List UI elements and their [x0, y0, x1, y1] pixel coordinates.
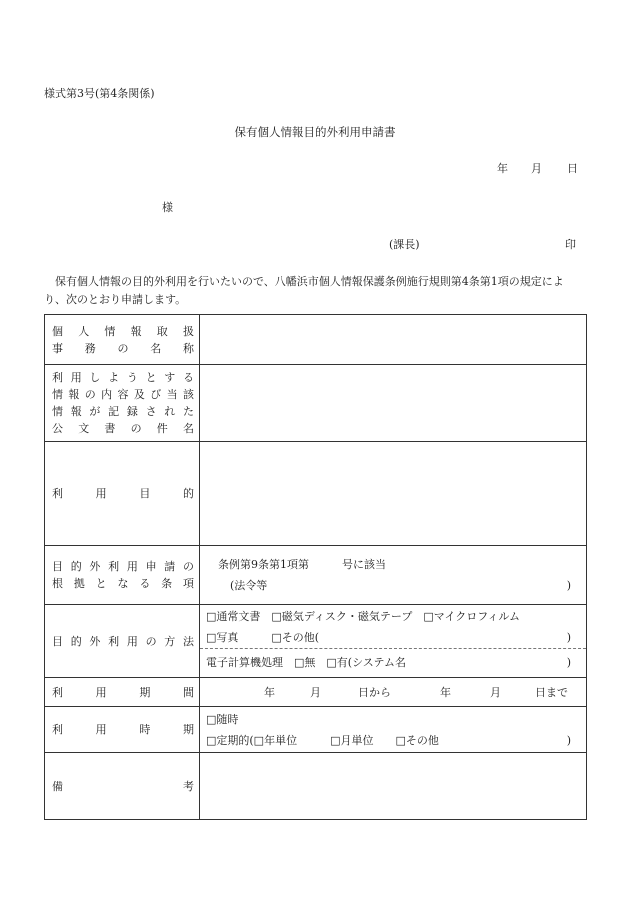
period-end-day: 日まで [535, 685, 568, 699]
ordinance-article-text: 条例第9条第1項第 号に該当 [218, 558, 386, 571]
information-field[interactable] [200, 365, 587, 442]
period-line [200, 682, 586, 703]
row-label-timing [45, 707, 200, 753]
section-chief-label: (課長) [389, 238, 420, 251]
remarks-char-2: 考 [183, 779, 194, 793]
row-label-purpose [45, 442, 200, 546]
table-row [45, 605, 587, 678]
period-start-month: 月 [310, 685, 321, 699]
label-line: 情報が記録された [52, 405, 194, 418]
addressee-suffix: 様 [162, 201, 173, 214]
purpose-field[interactable] [200, 442, 587, 546]
label-line: 根拠となる条項 [52, 577, 194, 590]
table-row [45, 546, 587, 605]
office-name-field[interactable] [200, 315, 587, 365]
row-label-legal-basis [45, 546, 200, 605]
timing-option-periodic[interactable] [200, 730, 586, 751]
period-end-year: 年 [440, 685, 451, 699]
close-paren: ) [566, 630, 571, 644]
remarks-field[interactable] [200, 753, 587, 820]
computer-processing-line[interactable] [200, 648, 586, 677]
law-line [200, 575, 586, 596]
close-paren: ) [566, 579, 571, 592]
row-label-office-name [45, 315, 200, 365]
period-end-month: 月 [490, 685, 501, 699]
row-label-method [45, 605, 200, 678]
timing-option-anytime[interactable]: □随時 [206, 712, 239, 726]
date-year-label: 年 [497, 162, 508, 175]
form-number: 様式第3号(第4条関係) [44, 87, 155, 100]
table-row [45, 365, 587, 442]
row-label-period [45, 678, 200, 707]
label-line: 個人情報取扱 [52, 324, 194, 338]
label-line: 利用しようとする [52, 371, 194, 384]
method-options-text: □写真 □その他( [206, 630, 320, 644]
date-day-label: 日 [567, 162, 578, 175]
label-line [52, 778, 194, 795]
label-line: 利用時期 [52, 723, 194, 736]
label-line: 目的外利用の方法 [52, 634, 194, 648]
timing-field [200, 707, 587, 753]
method-field [200, 605, 587, 678]
law-text: (法令等 [230, 579, 268, 592]
period-field[interactable] [200, 678, 587, 707]
remarks-char-1: 備 [52, 779, 63, 793]
intro-text: 保有個人情報の目的外利用を行いたいので、八幡浜市個人情報保護条例施行規則第4条第1項の規定により、次のとおり申請します。 [44, 275, 564, 306]
date-month-label: 月 [531, 162, 542, 175]
application-table [44, 314, 587, 820]
table-row [45, 707, 587, 753]
row-label-information [45, 365, 200, 442]
label-line: 利用目的 [52, 487, 194, 500]
method-options-line-2[interactable] [200, 627, 586, 648]
label-line: 情報の内容及び当該 [52, 388, 194, 401]
computer-processing-text: 電子計算機処理 □無 □有(システム名 [206, 655, 406, 669]
row-label-remarks [45, 753, 200, 820]
legal-basis-field[interactable] [200, 546, 587, 605]
close-paren: ) [566, 733, 571, 747]
label-line: 目的外利用申請の [52, 560, 194, 573]
table-row [45, 753, 587, 820]
label-line: 事務の名称 [52, 341, 194, 355]
table-row [45, 315, 587, 365]
timing-periodic-text: □定期的(□年単位 □月単位 □その他 [206, 733, 439, 747]
method-options-line-1[interactable]: □通常文書 □磁気ディスク・磁気テープ □マイクロフィルム [206, 609, 520, 623]
period-start-day: 日から [358, 685, 391, 699]
label-line: 公文書の件名 [52, 422, 194, 435]
period-start-year: 年 [264, 685, 275, 699]
table-row [45, 678, 587, 707]
seal-label: 印 [565, 238, 576, 251]
form-title: 保有個人情報目的外利用申請書 [234, 125, 396, 139]
close-paren: ) [566, 655, 571, 669]
label-line: 利用期間 [52, 685, 194, 699]
table-row [45, 442, 587, 546]
